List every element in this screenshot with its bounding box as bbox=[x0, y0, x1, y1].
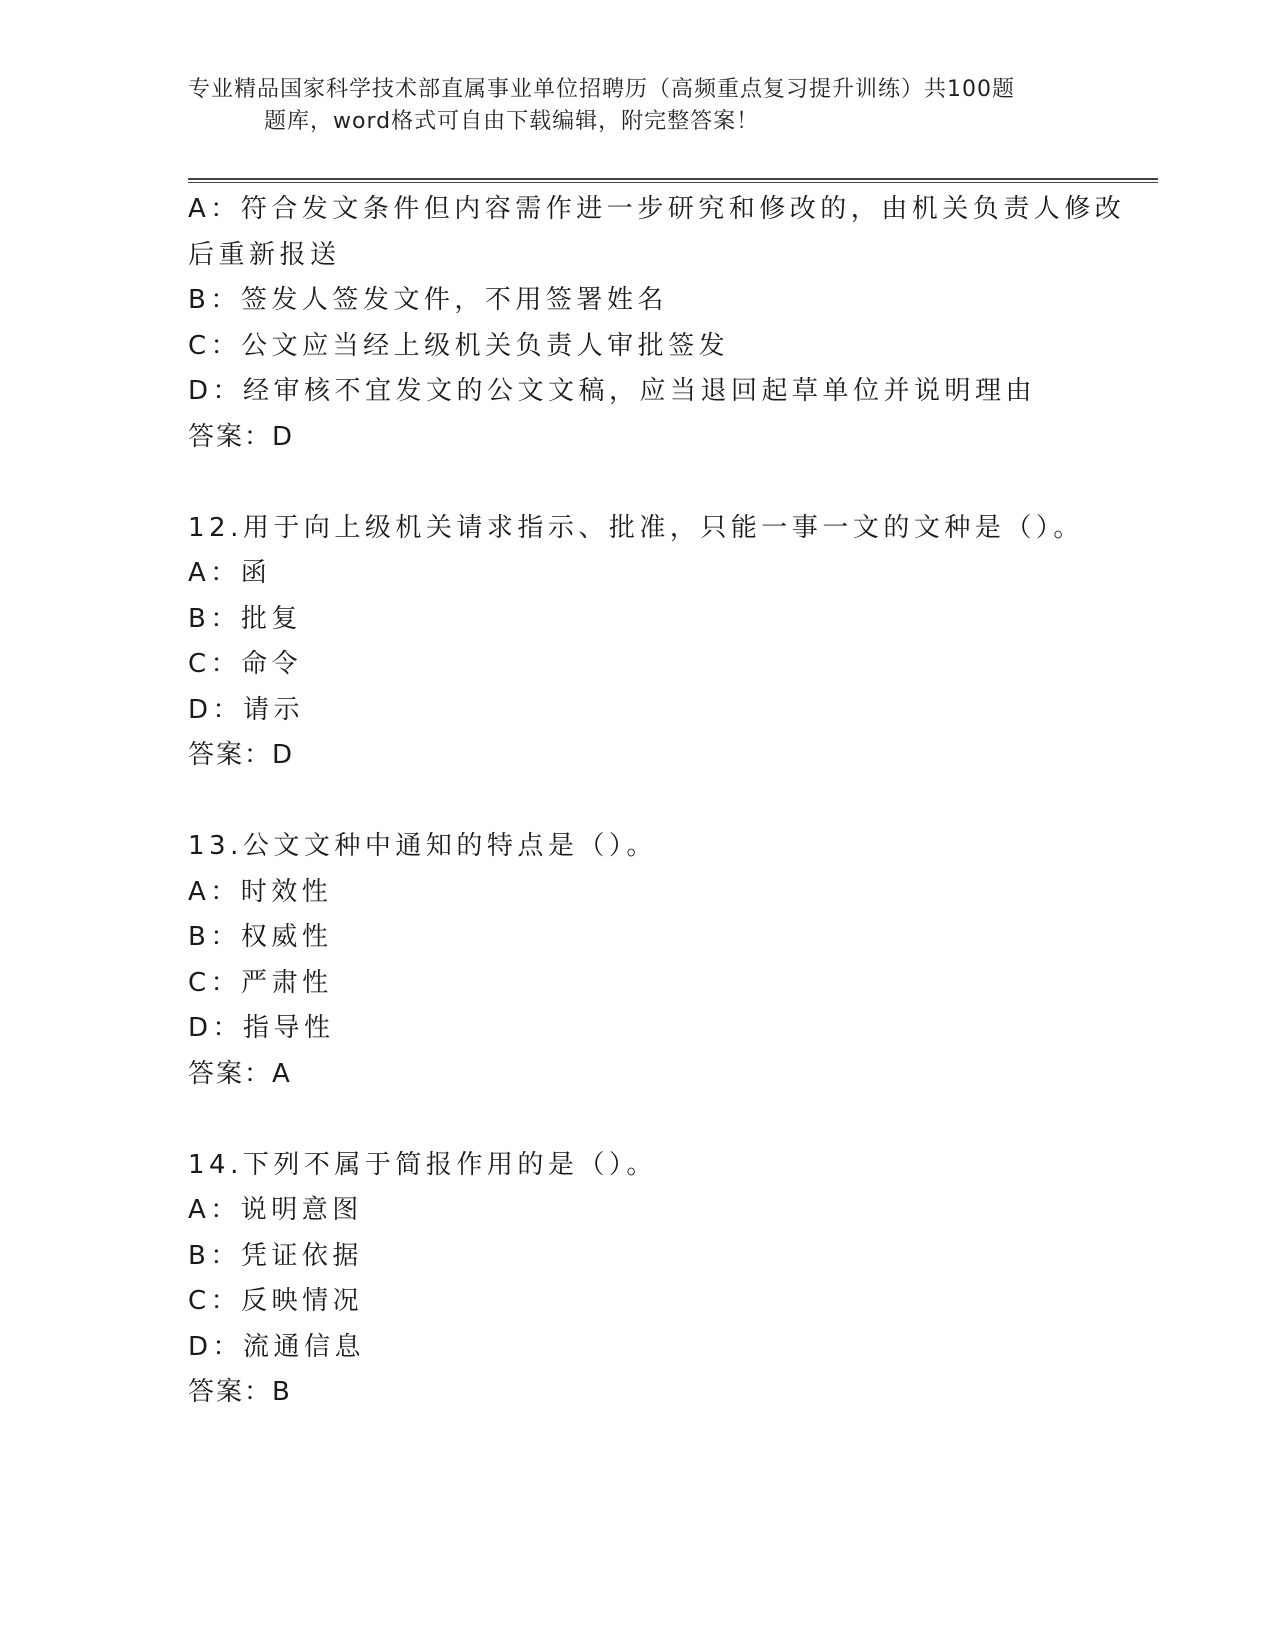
answer: 答案：D bbox=[188, 421, 295, 452]
option-c: C：公文应当经上级机关负责人审批签发 bbox=[188, 330, 730, 361]
option-a: A：说明意图 bbox=[188, 1195, 363, 1225]
question-stem: 14.下列不属于简报作用的是（）。 bbox=[188, 1149, 657, 1180]
question-block-11 bbox=[188, 187, 1126, 460]
option-d: D：流通信息 bbox=[188, 1331, 366, 1362]
answer: 答案：B bbox=[188, 1377, 292, 1407]
question-stem: 12.用于向上级机关请求指示、批准，只能一事一文的文种是（）。 bbox=[188, 512, 1084, 543]
answer: 答案：D bbox=[188, 740, 295, 770]
option-d: D：请示 bbox=[188, 694, 305, 725]
header-title-line1: 专业精品国家科学技术部直属事业单位招聘历（高频重点复习提升训练）共100题 bbox=[188, 77, 1015, 102]
header-divider bbox=[188, 178, 1158, 183]
question-block-13 bbox=[188, 824, 1088, 1097]
option-c: C：严肃性 bbox=[188, 967, 333, 998]
question-stem: 13.公文文种中通知的特点是（）。 bbox=[188, 831, 657, 861]
option-a: A：符合发文条件但内容需作进一步研究和修改的，由机关负责人修改 bbox=[188, 194, 1126, 224]
spacer bbox=[188, 779, 1088, 825]
option-b: B：签发人签发文件，不用签署姓名 bbox=[188, 285, 668, 315]
page-header bbox=[188, 74, 1088, 138]
spacer bbox=[188, 460, 1088, 506]
option-c: C：命令 bbox=[188, 649, 303, 679]
option-a-continued: 后重新报送 bbox=[188, 239, 341, 270]
option-a: A：函 bbox=[188, 558, 272, 588]
question-content bbox=[188, 187, 1126, 1416]
question-block-12 bbox=[188, 506, 1088, 779]
option-d: D：指导性 bbox=[188, 1013, 335, 1043]
option-b: B：批复 bbox=[188, 603, 302, 634]
answer: 答案：A bbox=[188, 1058, 292, 1089]
option-d: D：经审核不宜发文的公文文稿，应当退回起草单位并说明理由 bbox=[188, 376, 1037, 406]
option-c: C：反映情况 bbox=[188, 1286, 364, 1316]
option-a: A：时效性 bbox=[188, 876, 333, 907]
question-block-14 bbox=[188, 1143, 1088, 1416]
spacer bbox=[188, 1097, 1088, 1143]
option-b: B：凭证依据 bbox=[188, 1240, 363, 1271]
header-title-line2: 题库，word格式可自由下载编辑，附完整答案！ bbox=[264, 109, 760, 134]
option-b: B：权威性 bbox=[188, 922, 333, 952]
